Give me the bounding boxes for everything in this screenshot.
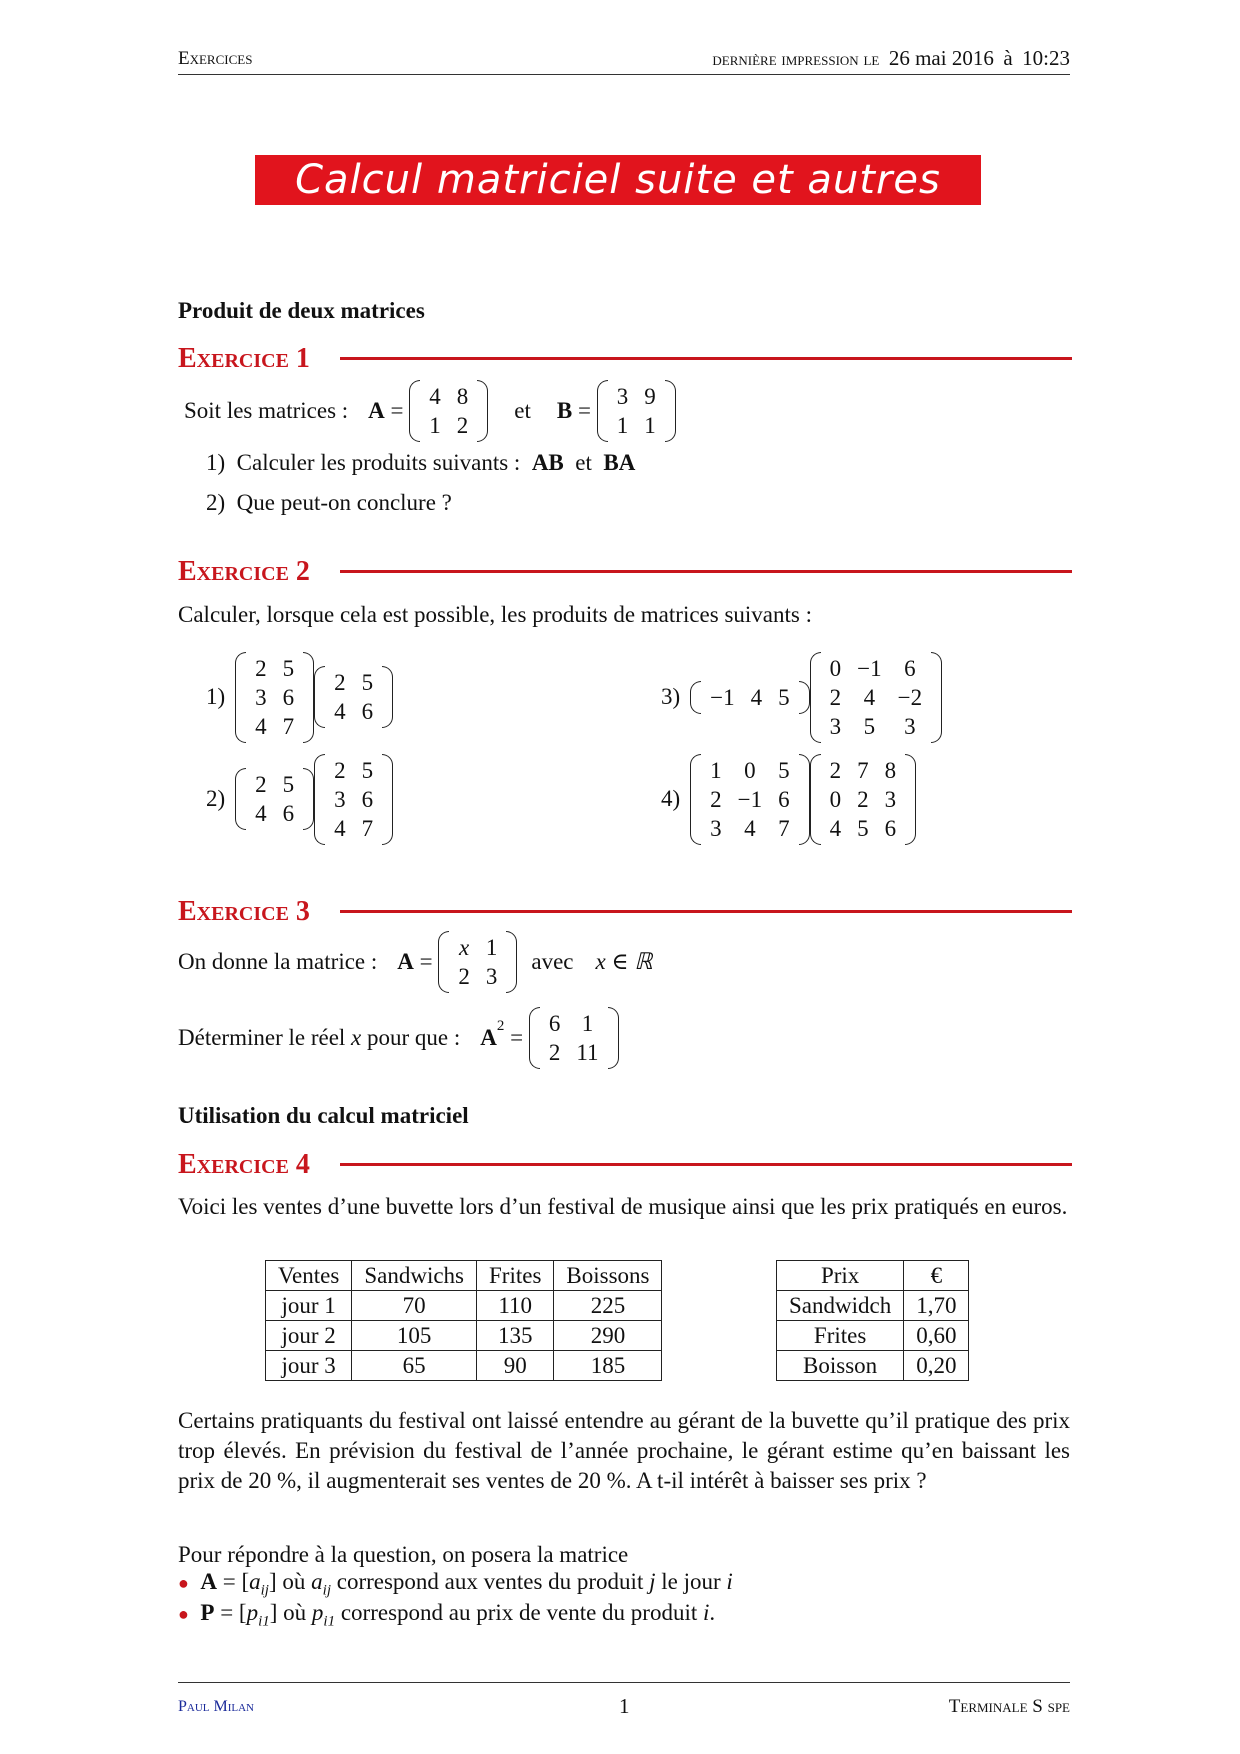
title-banner (255, 155, 981, 205)
matrix: 0 −1 6 2 4 −2 3 5 3 (810, 654, 942, 741)
ex1-question-2: 2) Que peut-on conclure ? (206, 490, 452, 515)
footer-right: Terminale S spe (948, 1696, 1070, 1717)
header-left: Exercices (178, 48, 253, 69)
matrix: 1 0 5 2 −1 6 3 4 7 (690, 756, 809, 843)
matrix-b-label: B (556, 398, 573, 423)
header-date: 26 mai 2016 (888, 46, 994, 70)
matrix: 2 5 4 6 (235, 770, 314, 828)
ex4-paragraph-2: Pour répondre à la question, on posera la matrice (178, 1542, 629, 1567)
header-right (712, 46, 1070, 71)
header-print-label: dernière impression le (712, 49, 880, 70)
matrix: 2 7 8 0 2 3 4 5 6 (810, 756, 917, 843)
page-number: 1 (619, 1694, 630, 1718)
price-table: Prix € Sandwidch 1,70 Frites 0,60 Boisson 0,20 (776, 1260, 969, 1381)
ex2-intro: Calculer, lorsque cela est possible, les produits de matrices suivants : (178, 602, 812, 627)
matrix-a: 4 8 1 2 (409, 382, 488, 440)
ex3-question: Déterminer le réel x pour que : A $^2$ = 6 1 2 11 (178, 1008, 619, 1068)
matrix: 2 5 3 6 4 7 (235, 654, 314, 741)
bullet-icon: ● (178, 1573, 189, 1593)
bullet-icon: ● (178, 1604, 189, 1624)
section-heading: Produit de deux matrices (178, 298, 425, 323)
exercise-title: Exercice 2 (178, 556, 310, 587)
footer-rule (178, 1682, 1070, 1683)
ex4-intro: Voici les ventes d’une buvette lors d’un festival de musique ainsi que les prix pratiqués en euros. (178, 1194, 1068, 1219)
matrix-a: x 1 2 3 (438, 933, 517, 991)
matrix-a-label: A (368, 398, 385, 423)
header-sep: à (1003, 46, 1013, 70)
ex3-matrix: On donne la matrice : A = x 1 2 3 avec x ∈ ℝ (178, 935, 653, 989)
exercise-rule (340, 1163, 1072, 1166)
ex2-product-4: 4) 1 0 5 2 −1 6 3 4 7 2 7 8 0 2 3 4 5 6 (661, 752, 916, 846)
exercise-rule (340, 357, 1072, 360)
sales-table: Ventes Sandwichs Frites Boissons jour 1 70 110 225 jour 2 105 135 290 jour 3 65 90 185 (265, 1260, 662, 1381)
matrix: 2 5 4 6 (314, 668, 393, 726)
exercise-rule (340, 910, 1072, 913)
matrix: −1 4 5 (690, 683, 809, 712)
ex2-product-2: 2) 2 5 4 6 2 5 3 6 4 7 (206, 752, 393, 846)
ex4-paragraph: Certains pratiquants du festival ont laissé entendre au gérant de la buvette qu’il pratique des prix trop élevés. En prévision du festival de l’année prochaine, le gérant estime qu’en baissant les prix de 20 %, il augmenterait ses ventes de 20 %. A t-il intérêt à baisser ses prix ? (178, 1408, 1070, 1493)
ex1-question-1: 1) Calculer les produits suivants : AB et BA (206, 450, 636, 475)
exercise-title: Exercice 4 (178, 1149, 310, 1180)
ex1-matrices: Soit les matrices : A = 4 8 1 2 et B = 3 9 1 1 (184, 381, 676, 441)
exercise-title: Exercice 1 (178, 343, 310, 374)
ex1-intro: Soit les matrices : (184, 398, 349, 423)
bullet-item-p: ● $P = [p_{i1}]$ où $p_{i1}$ correspond au prix de vente du produit i. (178, 1600, 716, 1630)
page-title: Calcul matriciel suite et autres (295, 157, 941, 203)
ex2-product-3: 3) −1 4 5 0 −1 6 2 4 −2 3 5 3 (661, 650, 942, 744)
exercise-rule (340, 570, 1072, 573)
ex1-et: et (514, 398, 531, 423)
matrix-b: 3 9 1 1 (597, 382, 676, 440)
exercise-title: Exercice 3 (178, 896, 310, 927)
header-rule (178, 74, 1070, 75)
matrix: 2 5 3 6 4 7 (314, 756, 393, 843)
bullet-item-a: ● $A = [a_{ij}]$ où $a_{ij}$ correspond aux ventes du produit j le jour i (178, 1569, 733, 1599)
ex2-product-1: 1) 2 5 3 6 4 7 2 5 4 6 (206, 650, 393, 744)
section-heading: Utilisation du calcul matriciel (178, 1103, 469, 1128)
header-time: 10:23 (1022, 46, 1070, 70)
footer-author: Paul Milan (178, 1698, 255, 1715)
matrix-a-squared: 6 1 2 11 (529, 1009, 619, 1067)
